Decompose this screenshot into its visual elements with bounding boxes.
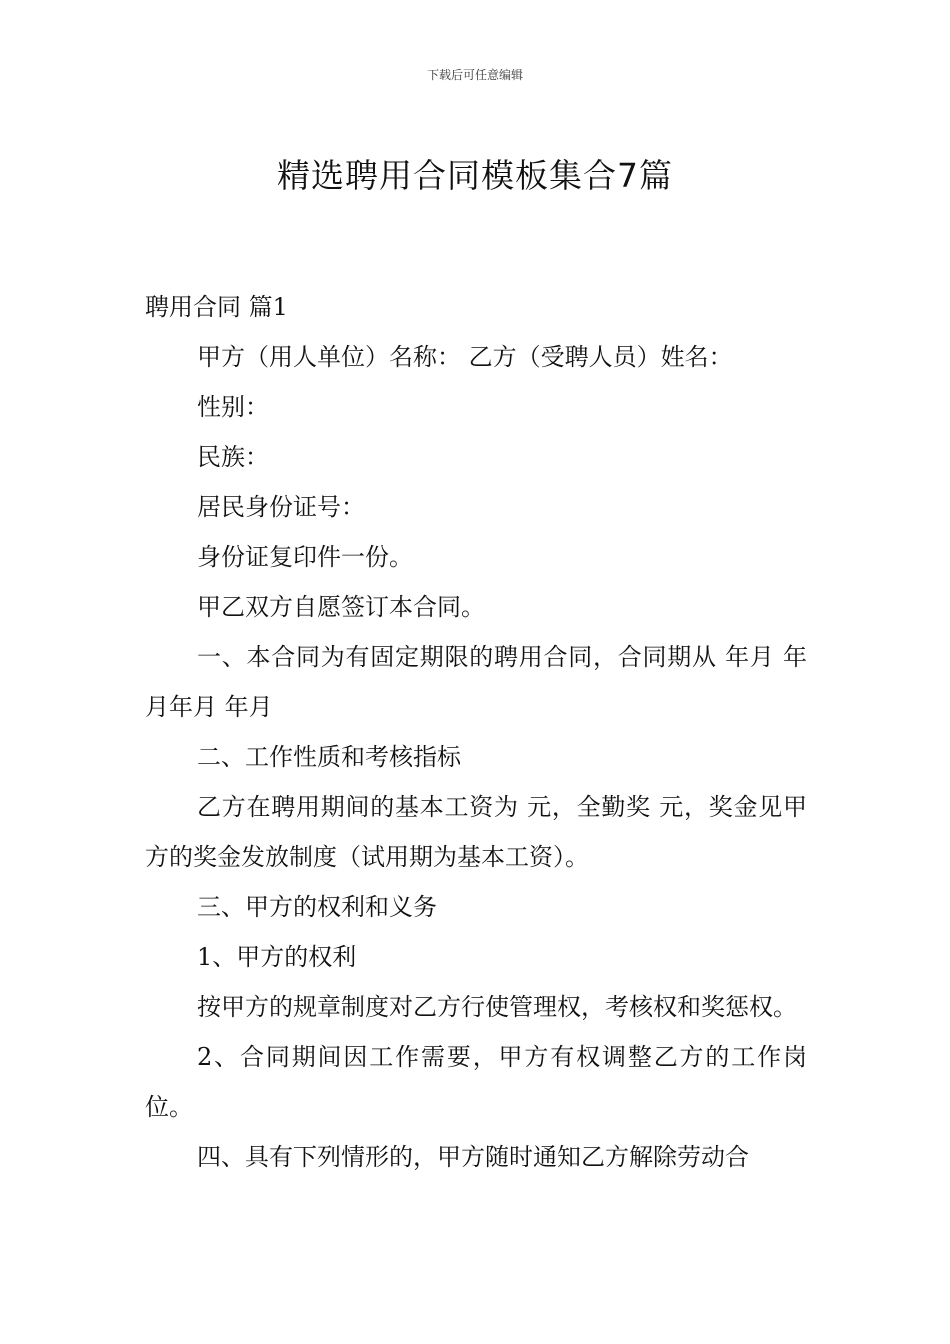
- paragraph-clause-3-heading: 三、甲方的权利和义务: [197, 893, 437, 921]
- paragraph-management-rights: 按甲方的规章制度对乙方行使管理权，考核权和奖惩权。: [197, 993, 797, 1021]
- section-heading: 聘用合同 篇1: [145, 293, 288, 321]
- paragraph-clause-1: 一、本合同为有固定期限的聘用合同，合同期从 年月 年月年月 年月: [145, 643, 807, 721]
- document-title: 精选聘用合同模板集合7篇: [277, 156, 673, 196]
- paragraph-rights-heading: 1、甲方的权利: [197, 943, 357, 971]
- paragraph-clause-2-heading: 二、工作性质和考核指标: [197, 743, 461, 771]
- paragraph-position-adjustment: 2、合同期间因工作需要，甲方有权调整乙方的工作岗位。: [145, 1043, 807, 1121]
- paragraph-gender: 性别：: [197, 393, 269, 421]
- paragraph-agreement: 甲乙双方自愿签订本合同。: [197, 593, 485, 621]
- paragraph-ethnicity: 民族：: [197, 443, 269, 471]
- paragraph-party-names: 甲方（用人单位）名称： 乙方（受聘人员）姓名：: [197, 343, 733, 371]
- paragraph-id-number: 居民身份证号：: [197, 493, 365, 521]
- paragraph-clause-4: 四、具有下列情形的，甲方随时通知乙方解除劳动合: [197, 1143, 749, 1171]
- header-note: 下载后可任意编辑: [426, 68, 523, 82]
- paragraph-salary: 乙方在聘用期间的基本工资为 元，全勤奖 元，奖金见甲方的奖金发放制度（试用期为基本工资）。: [145, 793, 807, 871]
- document-body: [145, 282, 807, 1182]
- paragraph-id-copy: 身份证复印件一份。: [197, 543, 413, 571]
